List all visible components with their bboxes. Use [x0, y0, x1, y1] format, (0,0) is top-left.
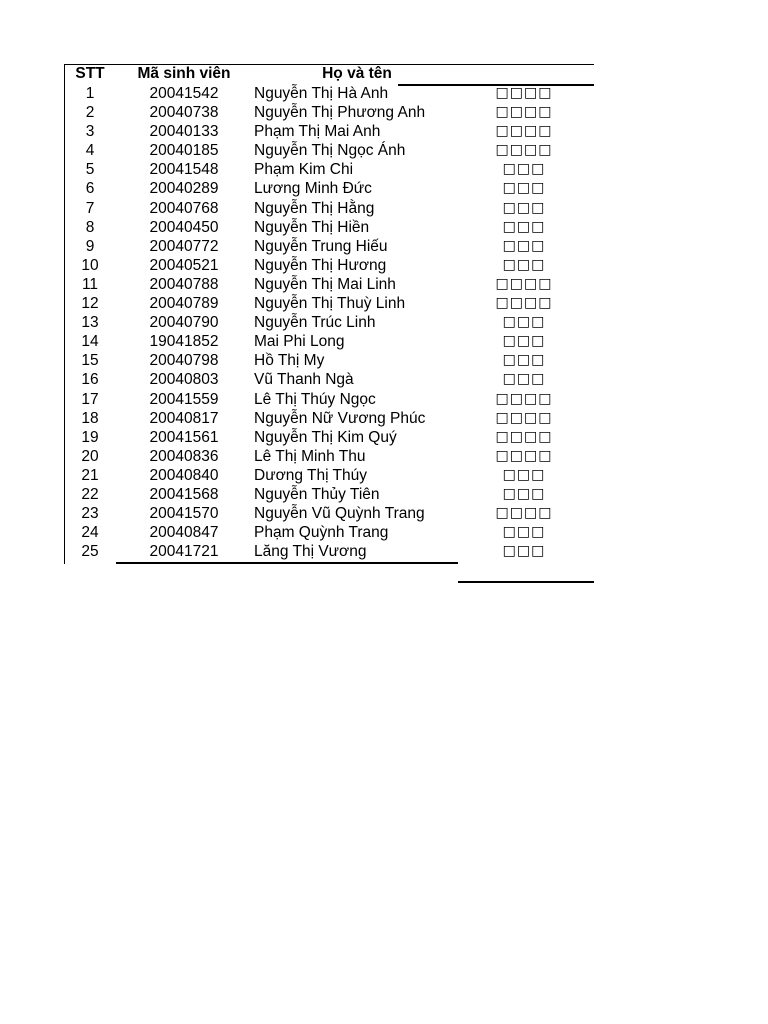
- row-student-id: 20041568: [149, 485, 219, 503]
- row-signature-glyphs: □□□□: [495, 505, 553, 522]
- table-row: [64, 485, 594, 504]
- row-full-name: Nguyễn Thị Kim Quý: [254, 428, 397, 446]
- row-stt: 19: [81, 428, 99, 446]
- row-stt: 9: [85, 237, 95, 255]
- row-student-id: 20041559: [149, 390, 219, 408]
- table-row: [64, 542, 594, 561]
- row-signature-glyphs: □□□□: [495, 85, 553, 101]
- table-row: [64, 466, 594, 485]
- row-student-id: 20040772: [149, 237, 219, 255]
- table-row: [64, 447, 594, 466]
- row-stt: 6: [85, 180, 95, 198]
- row-signature-glyphs: □□□: [502, 524, 546, 541]
- row-signature-glyphs: □□□: [502, 352, 546, 369]
- row-full-name: Phạm Quỳnh Trang: [254, 524, 389, 542]
- row-stt: 12: [81, 295, 99, 313]
- row-stt: 23: [81, 505, 99, 523]
- row-stt: 18: [81, 409, 99, 427]
- row-signature-glyphs: □□□: [502, 543, 546, 560]
- row-full-name: Phạm Thị Mai Anh: [254, 123, 381, 141]
- row-full-name: Mai Phi Long: [254, 333, 345, 351]
- row-full-name: Lăng Thị Vương: [254, 543, 367, 561]
- row-student-id: 20040836: [149, 447, 219, 465]
- row-signature-glyphs: □□□□: [495, 390, 553, 407]
- table-row: [64, 160, 594, 179]
- row-signature-glyphs: □□□: [502, 333, 546, 350]
- row-stt: 20: [81, 447, 99, 465]
- table-row: [64, 218, 594, 237]
- row-stt: 25: [81, 543, 99, 561]
- row-signature-glyphs: □□□: [502, 371, 546, 388]
- table-bottom-border: [116, 562, 458, 564]
- row-stt: 5: [85, 161, 95, 179]
- row-signature-glyphs: □□□: [502, 218, 546, 235]
- table-row: [64, 409, 594, 428]
- row-signature-glyphs: □□□: [502, 237, 546, 254]
- table-header-row: [64, 64, 594, 84]
- table-row: [64, 179, 594, 198]
- row-stt: 21: [81, 466, 99, 484]
- table-row: [64, 332, 594, 351]
- row-student-id: 20041570: [149, 505, 219, 523]
- row-stt: 14: [81, 333, 99, 351]
- row-stt: 17: [81, 390, 99, 408]
- row-full-name: Nguyễn Thị Hằng: [254, 199, 375, 217]
- row-student-id: 20040768: [149, 199, 219, 217]
- row-stt: 13: [81, 314, 99, 332]
- table-row: [64, 122, 594, 141]
- row-stt: 15: [81, 352, 99, 370]
- row-student-id: 20040738: [149, 104, 219, 122]
- row-student-id: 20041721: [149, 543, 219, 561]
- row-signature-glyphs: □□□: [502, 199, 546, 216]
- student-table: [64, 64, 594, 561]
- row-student-id: 20040798: [149, 352, 219, 370]
- row-student-id: 20040289: [149, 180, 219, 198]
- row-full-name: Nguyễn Thị Thuỳ Linh: [254, 295, 406, 313]
- row-full-name: Nguyễn Thị Phương Anh: [254, 104, 426, 122]
- row-signature-glyphs: □□□□: [495, 275, 553, 292]
- row-signature-glyphs: □□□□: [495, 104, 553, 121]
- table-row: [64, 199, 594, 218]
- row-student-id: 20040521: [149, 256, 219, 274]
- row-full-name: Nguyễn Thị Hương: [254, 256, 387, 274]
- row-stt: 8: [85, 218, 95, 236]
- row-full-name: Nguyễn Thủy Tiên: [254, 485, 380, 503]
- table-row: [64, 294, 594, 313]
- row-full-name: Nguyễn Thị Mai Linh: [254, 275, 396, 293]
- table-row: [64, 84, 594, 103]
- table-row: [64, 256, 594, 275]
- row-signature-glyphs: □□□□: [495, 409, 553, 426]
- table-row: [64, 370, 594, 389]
- row-student-id: 20040817: [149, 409, 219, 427]
- row-student-id: 19041852: [149, 333, 219, 351]
- row-signature-glyphs: □□□□: [495, 295, 553, 312]
- row-student-id: 20041548: [149, 161, 219, 179]
- row-signature-glyphs: □□□□: [495, 428, 553, 445]
- row-full-name: Nguyễn Thị Hiền: [254, 218, 370, 236]
- row-full-name: Nguyễn Thị Hà Anh: [254, 85, 389, 102]
- row-stt: 11: [81, 275, 99, 293]
- row-student-id: 20040790: [149, 314, 219, 332]
- row-signature-glyphs: □□□□: [495, 123, 553, 140]
- signature-line: [458, 581, 594, 583]
- table-row: [64, 313, 594, 332]
- header-student-id: Mã sinh viên: [137, 65, 231, 82]
- row-student-id: 20040840: [149, 466, 219, 484]
- table-row: [64, 103, 594, 122]
- table-row: [64, 141, 594, 160]
- row-student-id: 20040847: [149, 524, 219, 542]
- row-full-name: Lê Thị Minh Thu: [254, 447, 366, 465]
- row-full-name: Lương Minh Đức: [254, 180, 372, 198]
- row-stt: 22: [81, 485, 99, 503]
- row-signature-glyphs: □□□: [502, 180, 546, 197]
- row-student-id: 20041542: [149, 85, 219, 102]
- row-full-name: Phạm Kim Chi: [254, 161, 354, 179]
- row-full-name: Nguyễn Thị Ngọc Ánh: [254, 142, 406, 160]
- header-stt: STT: [75, 65, 105, 82]
- row-signature-glyphs: □□□: [502, 485, 546, 502]
- row-full-name: Nguyễn Trúc Linh: [254, 314, 376, 332]
- table-row: [64, 504, 594, 523]
- header-full-name: Họ và tên: [322, 65, 392, 82]
- table-row: [64, 428, 594, 447]
- row-full-name: Dương Thị Thúy: [254, 466, 368, 484]
- row-stt: 10: [81, 256, 99, 274]
- row-signature-glyphs: □□□: [502, 256, 546, 273]
- row-stt: 16: [81, 371, 99, 389]
- row-student-id: 20040450: [149, 218, 219, 236]
- row-student-id: 20040133: [149, 123, 219, 141]
- row-stt: 24: [81, 524, 99, 542]
- row-stt: 2: [85, 104, 95, 122]
- row-signature-glyphs: □□□: [502, 314, 546, 331]
- row-full-name: Lê Thị Thúy Ngọc: [254, 390, 376, 408]
- row-signature-glyphs: □□□□: [495, 447, 553, 464]
- row-stt: 1: [85, 85, 95, 102]
- row-signature-glyphs: □□□: [502, 466, 546, 483]
- row-full-name: Nguyễn Trung Hiếu: [254, 237, 388, 255]
- row-student-id: 20040185: [149, 142, 219, 160]
- table-row: [64, 351, 594, 370]
- row-student-id: 20041561: [149, 428, 219, 446]
- row-student-id: 20040803: [149, 371, 219, 389]
- row-student-id: 20040789: [149, 295, 219, 313]
- row-full-name: Vũ Thanh Ngà: [254, 371, 354, 389]
- table-row: [64, 275, 594, 294]
- row-full-name: Nguyễn Nữ Vương Phúc: [254, 409, 426, 427]
- row-full-name: Hồ Thị My: [254, 352, 325, 370]
- row-stt: 4: [85, 142, 95, 160]
- table-row: [64, 237, 594, 256]
- table-body: [64, 84, 594, 561]
- table-row: [64, 523, 594, 542]
- row-stt: 3: [85, 123, 95, 141]
- row-student-id: 20040788: [149, 275, 219, 293]
- row-signature-glyphs: □□□: [502, 161, 546, 178]
- row-full-name: Nguyễn Vũ Quỳnh Trang: [254, 505, 425, 523]
- row-stt: 7: [85, 199, 95, 217]
- row-signature-glyphs: □□□□: [495, 142, 553, 159]
- table-row: [64, 390, 594, 409]
